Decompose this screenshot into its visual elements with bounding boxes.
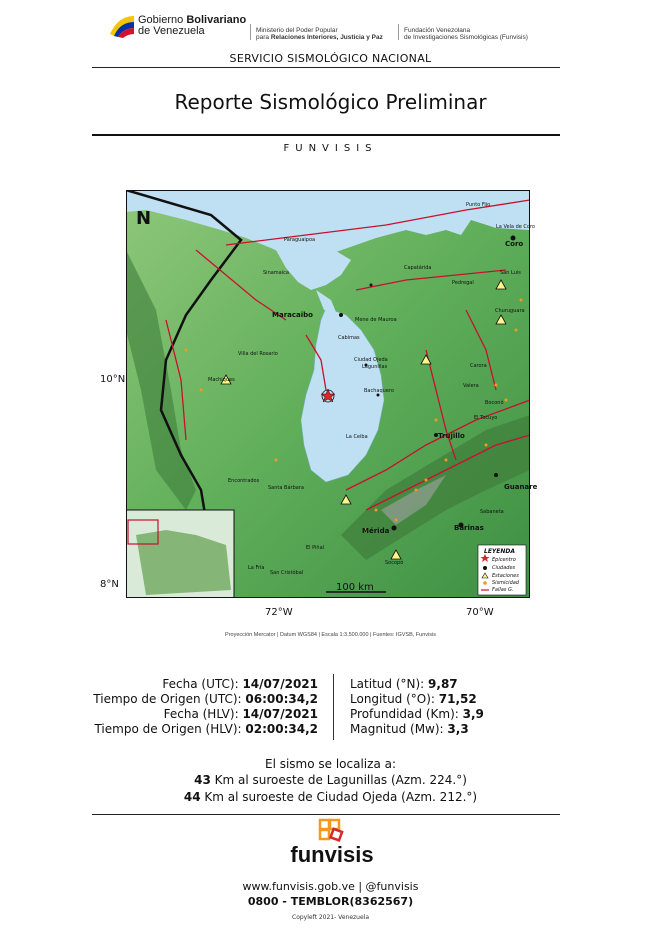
city-label: Ciudad Ojeda [354,357,388,363]
location-block [350,677,570,737]
city-label: Machiques [208,377,235,383]
city-label: Socopó [385,560,404,566]
city-label: Mérida [362,527,390,535]
info-row: Fecha (UTC): 14/07/2021 [162,677,318,691]
legend-item: Epicentro [492,557,516,563]
city-label: Encontrados [228,478,260,484]
city-label: Bachaquero [364,388,394,394]
north-arrow: N [136,208,152,229]
ministry-name: Ministerio del Poder Popular para Relaciones Interiores, Justicia y Paz [256,27,383,41]
city-label: Santa Bárbara [268,485,304,491]
city-label: San Luis [500,270,521,276]
city-label: Capatárida [404,265,432,271]
city-label: Pedregal [452,280,474,286]
lon-label: 72°W [265,607,293,618]
funvisis-logo [284,818,380,876]
city-label: El Piñal [306,545,325,551]
date-time-block [60,677,318,737]
website-link[interactable]: www.funvisis.gob.ve | @funvisis [242,880,419,893]
copyright: Copyleft 2021- Venezuela [292,914,369,921]
header-divider [250,24,251,40]
legend-city-icon [483,566,487,570]
city-label: Cabimas [338,335,360,341]
divider [92,67,560,68]
report-title: Reporte Sismológico Preliminar [174,90,487,114]
city-label: Maracaibo [272,311,313,319]
city-label: La Vela de Coro [496,224,535,230]
divider [92,134,560,136]
city-label: San Cristóbal [270,570,304,576]
city-label: Carora [470,363,487,369]
info-divider [333,674,334,740]
legend-item: Estaciones [492,573,519,579]
location-line: 44 Km al suroeste de Ciudad Ojeda (Azm. 212.°) [183,790,478,804]
header-divider [398,24,399,40]
lon-label: 70°W [466,607,494,618]
city-label: La Ceiba [346,434,368,440]
city-label: Boconó [485,400,504,406]
city-label: Lagunillas [362,364,388,370]
service-name: SERVICIO SISMOLÓGICO NACIONAL [229,52,432,65]
epicenter-map [126,190,530,598]
legend-seismicity-icon [483,581,487,585]
scale-label: 100 km [336,582,374,593]
lat-label: 10°N [100,374,126,385]
city-label: Mene de Mauroa [355,317,397,323]
city-label: Churuguara [495,308,525,314]
city-label: El Tocuyo [474,415,498,421]
info-row: Longitud (°O): 71,52 [350,692,477,706]
city-label: Sabaneta [480,509,504,515]
city-label: Valera [463,383,479,389]
city-label: Villa del Rosario [238,351,278,357]
brand-name: FUNVISIS [283,143,378,154]
info-row: Tiempo de Origen (HLV): 02:00:34,2 [94,722,318,736]
legend-title: LEYENDA [484,548,516,555]
info-row: Magnitud (Mw): 3,3 [350,722,469,736]
city-label: Punto Fijo [466,202,491,208]
city-label: Sinamaica [263,270,289,276]
venezuela-flag-logo [108,14,138,38]
foundation-name: Fundación Venezolana de Investigaciones Sismológicas (Funvisis) [404,27,528,41]
city-label: Coro [505,240,524,248]
legend-item: Ciudades [492,565,516,571]
svg-text:funvisis: funvisis [290,842,374,867]
government-name: Gobierno Bolivariano de Venezuela [138,14,247,37]
city-label: Barinas [454,524,484,532]
city-label: La Fría [248,565,265,571]
info-row: Fecha (HLV): 14/07/2021 [163,707,318,721]
city-label: Paraguaipoa [284,237,316,243]
info-row: Latitud (°N): 9,87 [350,677,458,691]
phone-number: 0800 - TEMBLOR(8362567) [247,895,414,908]
city-label: Guanare [504,483,538,491]
location-intro: El sismo se localiza a: [264,757,397,771]
legend-item: Fallas G. [492,587,514,593]
info-row: Profundidad (Km): 3,9 [350,707,484,721]
divider [92,814,560,815]
legend-item: Sismicidad [492,580,519,586]
city-label: Trujillo [438,432,465,440]
info-row: Tiempo de Origen (UTC): 06:00:34,2 [93,692,318,706]
map-caption: Proyección Mercator | Datum WGS84 | Escala 1:3.500.000 | Fuentes: IGVSB, Funvisis [225,632,436,638]
location-line: 43 Km al suroeste de Lagunillas (Azm. 224.°) [194,773,467,787]
lat-label: 8°N [100,579,119,590]
